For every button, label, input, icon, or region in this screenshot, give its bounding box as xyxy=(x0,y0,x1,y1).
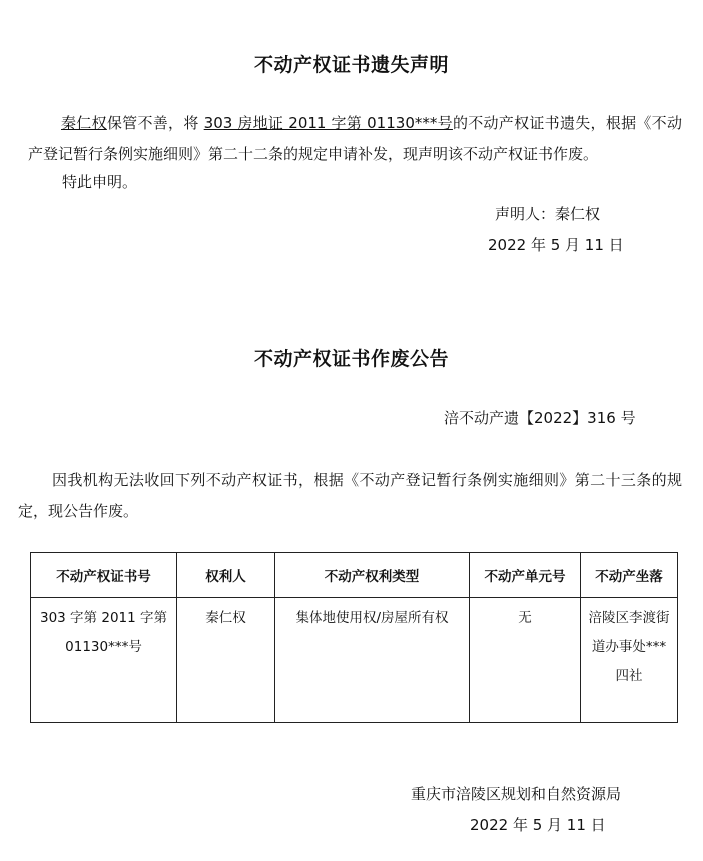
header-holder: 权利人 xyxy=(177,553,275,598)
issuing-authority: 重庆市涪陵区规划和自然资源局 xyxy=(411,785,622,803)
cell-holder: 秦仁权 xyxy=(177,598,275,723)
notice-title: 不动产权证书作废公告 xyxy=(253,348,449,370)
statement-body xyxy=(28,108,682,170)
declarant-name: 秦仁权 xyxy=(61,114,107,132)
notice-date: 2022 年 5 月 11 日 xyxy=(470,816,606,834)
table-header-row xyxy=(31,553,678,598)
cell-unit-number: 无 xyxy=(470,598,581,723)
statement-text-2: 的不动产权证书遗失，根据《不动产登记暂行条例实施细则》第二十二条的规定申请补发，现声明该不动产权证书作废。 xyxy=(28,114,682,163)
cell-cert-number: 303 字第 2011 字第 01130***号 xyxy=(31,598,177,723)
header-cert-number: 不动产权证书号 xyxy=(31,553,177,598)
statement-text-1: 保管不善，将 xyxy=(106,114,204,132)
certificate-table xyxy=(30,552,678,723)
certificate-number: 303 房地证 2011 字第 01130***号 xyxy=(203,114,453,132)
header-right-type: 不动产权利类型 xyxy=(275,553,470,598)
cell-location: 涪陵区李渡街道办事处***四社 xyxy=(581,598,678,723)
cell-right-type: 集体地使用权/房屋所有权 xyxy=(275,598,470,723)
statement-signer: 声明人：秦仁权 xyxy=(495,205,601,223)
notice-body: 因我机构无法收回下列不动产权证书，根据《不动产登记暂行条例实施细则》第二十三条的规定，现公告作废。 xyxy=(18,471,682,520)
header-unit-number: 不动产单元号 xyxy=(470,553,581,598)
notice-document-number: 涪不动产遗【2022】316 号 xyxy=(444,409,636,427)
table-row xyxy=(31,598,678,723)
header-location: 不动产坐落 xyxy=(581,553,678,598)
statement-title: 不动产权证书遗失声明 xyxy=(253,54,449,76)
statement-date: 2022 年 5 月 11 日 xyxy=(488,236,624,254)
statement-closing: 特此申明。 xyxy=(62,173,138,191)
